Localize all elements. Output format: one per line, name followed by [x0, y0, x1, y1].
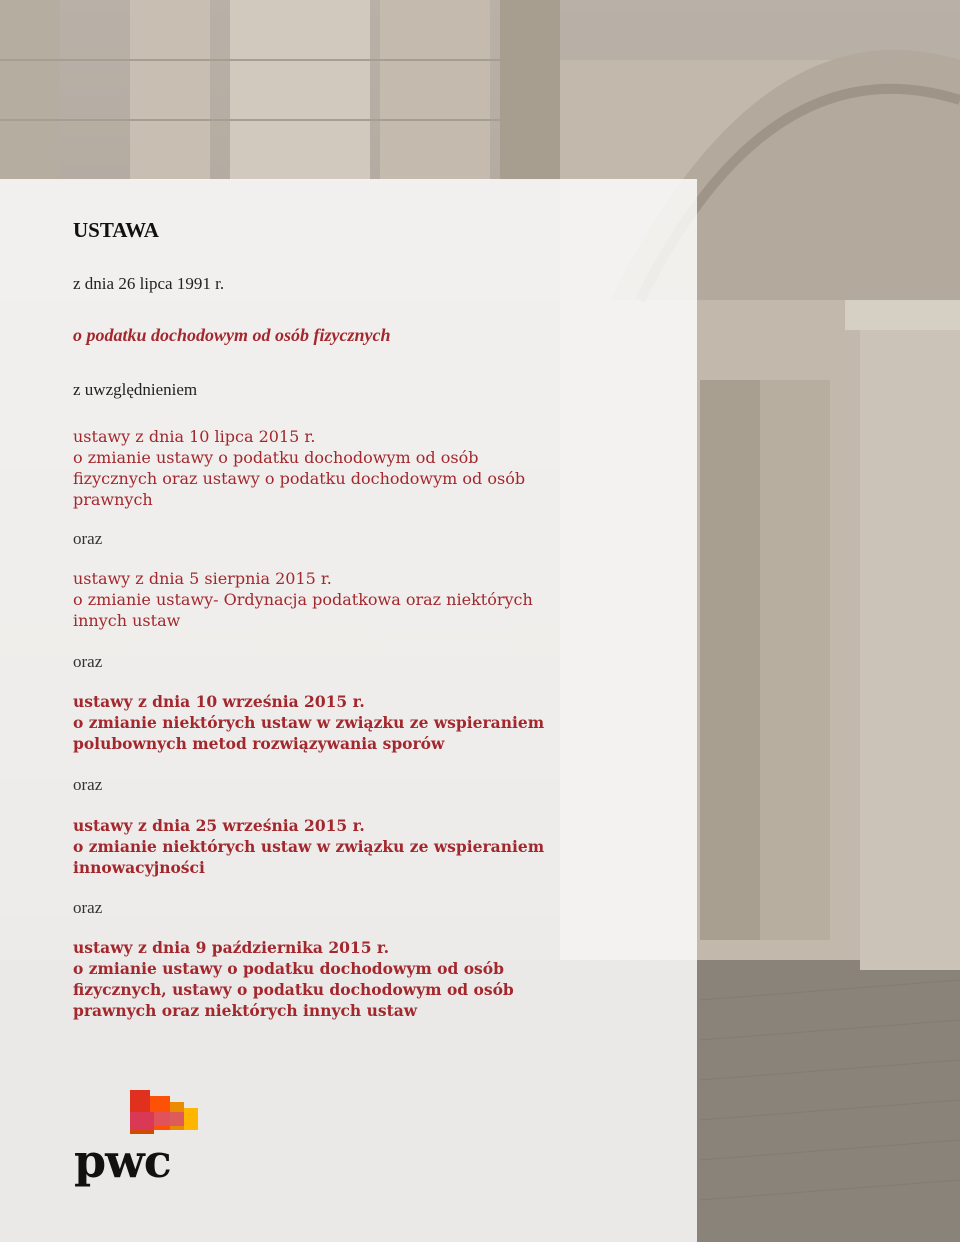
document-date: z dnia 26 lipca 1991 r. [73, 274, 225, 293]
conjunction: oraz [73, 898, 103, 917]
amendment-item [73, 568, 673, 631]
conjunction: oraz [73, 529, 103, 548]
amendment-description: o zmianie ustawy- Ordynacja podatkowa oraz niektórych innych ustaw [73, 590, 533, 630]
amendment-date: ustawy z dnia 10 lipca 2015 r. [73, 427, 316, 446]
amendment-item [73, 426, 673, 510]
amendment-item [73, 937, 673, 1021]
document-intro: z uwzględnieniem [73, 380, 198, 399]
document-panel [0, 179, 697, 1242]
pwc-logo-mark-icon [74, 1090, 204, 1140]
amendment-date: ustawy z dnia 10 września 2015 r. [73, 692, 365, 711]
conjunction: oraz [73, 652, 103, 671]
amendment-date: ustawy z dnia 5 sierpnia 2015 r. [73, 569, 332, 588]
amendment-date: ustawy z dnia 9 października 2015 r. [73, 938, 390, 957]
amendment-description: o zmianie niektórych ustaw w związku ze wspieraniem polubownych metod rozwiązywania sporów [73, 713, 545, 753]
amendment-item [73, 815, 673, 878]
pwc-logo-wordmark: pwc [74, 1134, 171, 1188]
amendment-description: o zmianie ustawy o podatku dochodowym od osób fizycznych, ustawy o podatku dochodowym od osób prawnych oraz niektórych innych ustaw [73, 959, 514, 1020]
conjunction: oraz [73, 775, 103, 794]
amendment-description: o zmianie niektórych ustaw w związku ze wspieraniem innowacyjności [73, 837, 545, 877]
document-subtitle: o podatku dochodowym od osób fizycznych [73, 325, 391, 345]
amendment-date: ustawy z dnia 25 września 2015 r. [73, 816, 365, 835]
amendment-description: o zmianie ustawy o podatku dochodowym od osób fizycznych oraz ustawy o podatku dochodowym od osób prawnych [73, 448, 526, 509]
amendment-item [73, 691, 673, 754]
pwc-logo [74, 1090, 204, 1190]
document-title: USTAWA [73, 218, 159, 242]
